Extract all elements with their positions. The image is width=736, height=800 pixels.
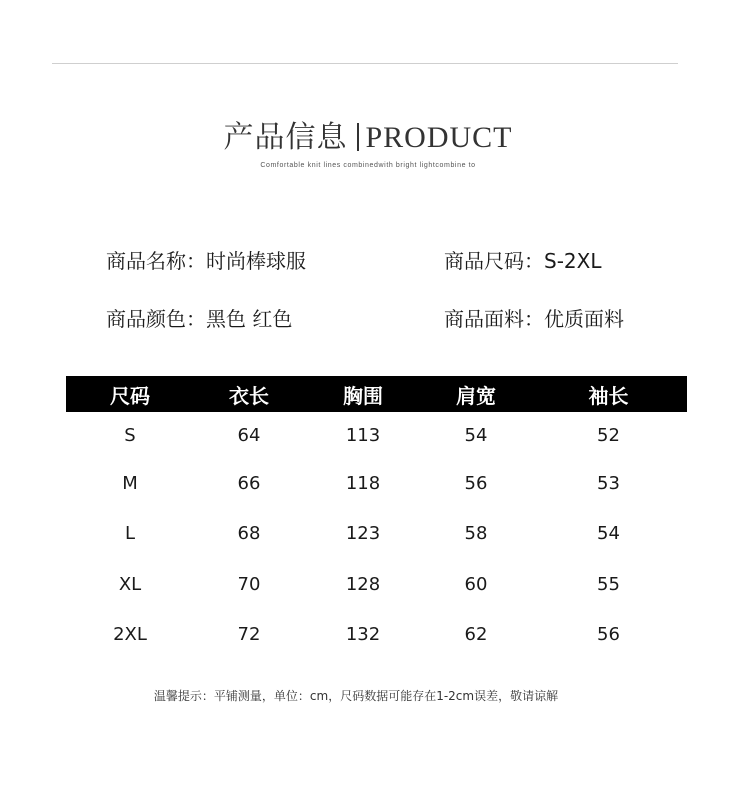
table-row: [66, 412, 687, 458]
heading-title-en: PRODUCT: [365, 121, 513, 154]
cell-shoulder: 56: [464, 472, 488, 494]
cell-chest: 128: [345, 573, 381, 595]
product-fabric-label: 商品面料：: [444, 307, 544, 331]
table-row: [66, 559, 687, 610]
cell-shoulder: 54: [464, 424, 488, 446]
top-divider: [52, 63, 678, 64]
table-header-row: [66, 376, 687, 412]
cell-chest: 113: [345, 424, 381, 446]
header-size: 尺码: [66, 376, 194, 412]
section-heading: [0, 118, 736, 169]
cell-length: 70: [237, 573, 261, 595]
product-color-label: 商品颜色：: [106, 307, 206, 331]
product-name-label: 商品名称：: [106, 249, 206, 273]
header-sleeve: 袖长: [530, 376, 687, 412]
cell-shoulder: 62: [464, 624, 488, 646]
size-chart-table: [66, 376, 687, 660]
cell-chest: 118: [345, 472, 381, 494]
heading-title: [0, 118, 736, 158]
heading-separator: [357, 123, 359, 151]
cell-chest: 123: [345, 523, 381, 545]
header-shoulder: 肩宽: [422, 376, 530, 412]
cell-size: L: [124, 523, 136, 545]
product-color-value: 黑色 红色: [206, 307, 293, 331]
cell-length: 68: [237, 523, 261, 545]
product-color-row: [106, 306, 292, 332]
cell-size: M: [122, 472, 138, 494]
cell-sleeve: 55: [597, 573, 620, 595]
cell-sleeve: 52: [597, 424, 620, 446]
cell-length: 72: [237, 624, 261, 646]
product-name-value: 时尚棒球服: [206, 249, 306, 273]
cell-shoulder: 60: [464, 573, 488, 595]
cell-sleeve: 54: [597, 523, 620, 545]
heading-title-cn: 产品信息: [223, 120, 348, 155]
header-length: 衣长: [194, 376, 304, 412]
cell-sleeve: 56: [597, 624, 620, 646]
cell-length: 64: [237, 424, 261, 446]
measurement-note: 温馨提示：平铺测量，单位：cm，尺码数据可能存在1-2cm误差，敬请谅解: [153, 689, 559, 703]
table-row: [66, 509, 687, 560]
cell-size: S: [124, 424, 136, 446]
product-size-value: S-2XL: [544, 249, 602, 273]
product-fabric-row: [444, 306, 624, 332]
table-row: [66, 610, 687, 661]
cell-shoulder: 58: [464, 523, 488, 545]
cell-chest: 132: [345, 624, 381, 646]
table-row: [66, 458, 687, 509]
cell-length: 66: [237, 472, 261, 494]
product-fabric-value: 优质面料: [544, 307, 624, 331]
cell-size: XL: [118, 573, 142, 595]
product-size-row: [444, 248, 601, 274]
cell-size: 2XL: [113, 624, 147, 646]
cell-sleeve: 53: [597, 472, 620, 494]
heading-subtitle: Comfortable knit lines combinedwith bright lightcombine to: [260, 162, 476, 169]
product-size-label: 商品尺码：: [444, 249, 544, 273]
header-chest: 胸围: [304, 376, 422, 412]
product-name-row: [106, 248, 306, 274]
